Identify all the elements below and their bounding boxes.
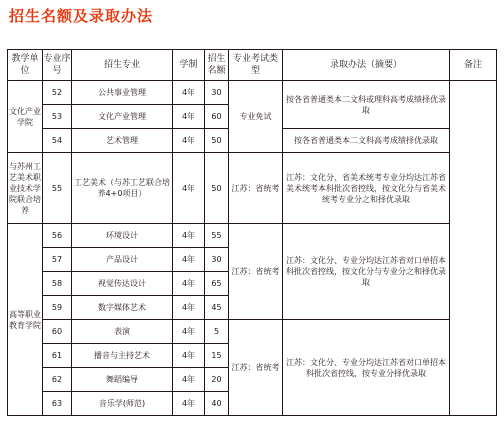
row-major: 播音与主持艺术 <box>72 344 173 368</box>
row-major: 表演 <box>72 320 173 344</box>
row-years: 4年 <box>173 105 205 129</box>
row-quota: 20 <box>205 368 229 392</box>
row-years: 4年 <box>173 81 205 105</box>
admissions-table <box>7 49 497 416</box>
row-major: 产品设计 <box>72 248 173 272</box>
header-quota: 招生名额 <box>205 50 229 81</box>
row-seq: 59 <box>43 296 72 320</box>
header-years: 学制 <box>173 50 205 81</box>
row-years: 4年 <box>173 368 205 392</box>
row-years: 4年 <box>173 320 205 344</box>
method-group-1: 按各省普通类本二文科或理科高考成绩择优录取 <box>283 81 450 129</box>
row-seq: 52 <box>43 81 72 105</box>
row-major: 文化产业管理 <box>72 105 173 129</box>
table-row <box>8 224 497 248</box>
row-quota: 65 <box>205 272 229 296</box>
row-quota: 50 <box>205 153 229 224</box>
row-years: 4年 <box>173 248 205 272</box>
header-remark: 备注 <box>450 50 497 81</box>
row-major: 环境设计 <box>72 224 173 248</box>
exam-type-group-4: 江苏：省统考 <box>229 320 283 416</box>
row-quota: 30 <box>205 248 229 272</box>
row-seq: 62 <box>43 368 72 392</box>
row-years: 4年 <box>173 296 205 320</box>
exam-type-group-1: 专业免试 <box>229 81 283 153</box>
row-seq: 53 <box>43 105 72 129</box>
row-major: 舞蹈编导 <box>72 368 173 392</box>
row-major: 公共事业管理 <box>72 81 173 105</box>
header-major: 招生专业 <box>72 50 173 81</box>
row-years: 4年 <box>173 272 205 296</box>
row-quota: 40 <box>205 392 229 416</box>
row-major: 数字媒体艺术 <box>72 296 173 320</box>
row-seq: 60 <box>43 320 72 344</box>
row-quota: 30 <box>205 81 229 105</box>
row-major: 工艺美术（与苏工艺联合培养4+0项目） <box>72 153 173 224</box>
row-seq: 57 <box>43 248 72 272</box>
row-seq: 54 <box>43 129 72 153</box>
method-group-2: 按各省普通类本二文科高考成绩择优录取 <box>283 129 450 153</box>
row-major: 艺术管理 <box>72 129 173 153</box>
unit-suzhou-joint: 与苏州工艺美术职业技术学院联合培养 <box>8 153 43 224</box>
row-years: 4年 <box>173 344 205 368</box>
table-row <box>8 153 497 224</box>
method-group-4: 江苏：文化分、专业分均达江苏省对口单招本科批次省控线，按文化分与专业分之和择优录取 <box>283 224 450 320</box>
row-quota: 15 <box>205 344 229 368</box>
method-group-5: 江苏：文化分、专业分均达江苏省对口单招本科批次省控线，按专业分择优录取 <box>283 320 450 416</box>
row-seq: 61 <box>43 344 72 368</box>
row-years: 4年 <box>173 392 205 416</box>
row-quota: 60 <box>205 105 229 129</box>
header-row <box>8 50 497 81</box>
header-seq: 专业序号 <box>43 50 72 81</box>
table-row <box>8 81 497 105</box>
exam-type-group-2: 江苏：省统考 <box>229 153 283 224</box>
unit-higher-vocational: 高等职业教育学院 <box>8 224 43 416</box>
remark-cell <box>450 81 497 416</box>
page-title: 招生名额及录取办法 <box>9 7 154 25</box>
row-seq: 56 <box>43 224 72 248</box>
table-row <box>8 320 497 344</box>
row-major: 音乐学(师范) <box>72 392 173 416</box>
row-quota: 5 <box>205 320 229 344</box>
row-quota: 55 <box>205 224 229 248</box>
row-major: 视觉传达设计 <box>72 272 173 296</box>
row-quota: 50 <box>205 129 229 153</box>
header-admission-method: 录取办法（摘要） <box>283 50 450 81</box>
method-group-3: 江苏：文化分、省美术统考专业分均达江苏省美术统考本科批次省控线，按文化分与省美术统考专业分之和择优录取 <box>283 153 450 224</box>
row-seq: 58 <box>43 272 72 296</box>
row-seq: 55 <box>43 153 72 224</box>
header-unit: 教学单位 <box>8 50 43 81</box>
row-seq: 63 <box>43 392 72 416</box>
row-years: 4年 <box>173 153 205 224</box>
unit-culture-industry: 文化产业学院 <box>8 81 43 153</box>
row-years: 4年 <box>173 129 205 153</box>
row-quota: 45 <box>205 296 229 320</box>
exam-type-group-3: 江苏：省统考 <box>229 224 283 320</box>
header-exam-type: 专业考试类型 <box>229 50 283 81</box>
row-years: 4年 <box>173 224 205 248</box>
